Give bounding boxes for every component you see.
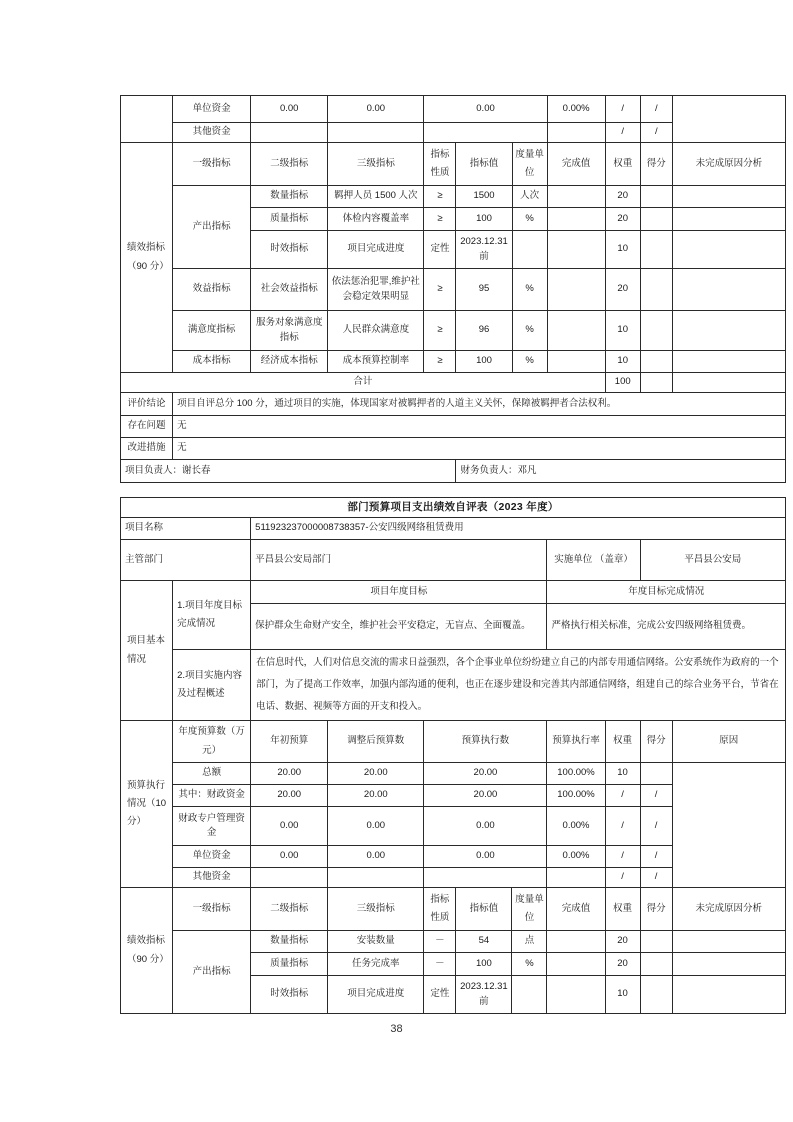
table-cell-empty	[547, 868, 605, 888]
table-cell: 三级指标	[328, 143, 424, 186]
self-evaluation-table-continued	[120, 95, 786, 483]
table-row	[121, 518, 786, 540]
table-cell: %	[512, 311, 547, 351]
table-cell: %	[512, 351, 547, 373]
table-cell-empty	[121, 96, 173, 143]
table-row	[121, 143, 786, 186]
table-cell: 20.00	[251, 763, 328, 785]
table-body	[121, 498, 786, 1014]
table-cell: 调整后预算数	[328, 721, 424, 763]
table-cell: 一级指标	[173, 143, 251, 186]
table-cell: 54	[456, 931, 512, 953]
table-cell: 权重	[605, 721, 640, 763]
table-body	[121, 96, 786, 483]
table-cell: /	[640, 846, 672, 868]
table-cell: 未完成原因分析	[672, 143, 785, 186]
table-cell: 实施单位 （盖章）	[547, 540, 640, 581]
table-cell: ≥	[424, 186, 456, 208]
table-cell: 项目完成进度	[328, 976, 424, 1014]
table-cell: 定性	[424, 976, 456, 1014]
table-cell-empty	[640, 373, 672, 393]
table-cell: 人民群众满意度	[328, 311, 424, 351]
table-cell: /	[605, 785, 640, 807]
table-row	[121, 186, 786, 208]
table-cell-empty	[640, 976, 672, 1014]
table-cell: 0.00	[328, 807, 424, 846]
table-cell-empty	[547, 186, 605, 208]
table-cell: 0.00	[424, 96, 547, 123]
table-cell: 20.00	[424, 763, 547, 785]
table-cell: 得分	[640, 721, 672, 763]
table-cell-empty	[672, 373, 785, 393]
table-cell: 时效指标	[251, 231, 328, 269]
table-cell: 511923237000008738357-公安四级网络租赁费用	[251, 518, 786, 540]
table-cell: 10	[605, 231, 640, 269]
table-cell: －	[424, 953, 456, 976]
table-row	[121, 540, 786, 581]
table-cell: 20.00	[328, 785, 424, 807]
table-cell: 0.00	[328, 96, 424, 123]
table-cell: /	[605, 846, 640, 868]
table-row	[121, 438, 786, 460]
table-cell: 项目年度目标	[251, 581, 547, 604]
table-cell: 部门预算项目支出绩效自评表（2023 年度）	[121, 498, 786, 518]
table-cell: 20.00	[251, 785, 328, 807]
table-cell-empty	[547, 269, 605, 311]
table-cell: 其中：财政资金	[173, 785, 251, 807]
table-cell: 产出指标	[173, 931, 251, 1014]
table-cell: 100	[456, 351, 512, 373]
table-cell: 绩效指标 （90 分）	[121, 888, 173, 1014]
table-cell-empty	[672, 763, 785, 888]
table-cell-empty	[672, 186, 785, 208]
table-cell: 体检内容覆盖率	[328, 208, 424, 231]
table-cell: 总额	[173, 763, 251, 785]
table-cell-empty	[547, 123, 605, 143]
table-cell-empty	[251, 868, 328, 888]
table-cell: 完成值	[547, 888, 605, 931]
table-cell: 其他资金	[173, 868, 251, 888]
page-number: 38	[390, 1023, 403, 1035]
table-cell-empty	[640, 351, 672, 373]
table-cell: 预算执行率	[547, 721, 605, 763]
table-cell-empty	[672, 231, 785, 269]
table-cell-empty	[672, 976, 785, 1014]
table-cell: 项目完成进度	[328, 231, 424, 269]
table-cell: 服务对象满意度指标	[251, 311, 328, 351]
table-row	[121, 498, 786, 518]
table-cell: 0.00	[251, 807, 328, 846]
table-cell: 0.00%	[547, 846, 605, 868]
table-cell: 预算执行 情况（10 分）	[121, 721, 173, 888]
table-cell: 效益指标	[173, 269, 251, 311]
table-cell: 0.00	[424, 807, 547, 846]
table-cell-empty	[640, 186, 672, 208]
table-cell-empty	[251, 123, 328, 143]
table-cell-empty	[672, 931, 785, 953]
table-cell-empty	[547, 976, 605, 1014]
table-cell: 经济成本指标	[251, 351, 328, 373]
table-cell: 质量指标	[251, 208, 328, 231]
table-cell-empty	[640, 208, 672, 231]
table-cell-empty	[672, 351, 785, 373]
table-cell: 20	[605, 931, 640, 953]
table-cell: 依法惩治犯罪,维护社会稳定效果明显	[328, 269, 424, 311]
table-row	[121, 96, 786, 123]
table-cell: 指标值	[456, 888, 512, 931]
table-cell: 权重	[605, 888, 640, 931]
table-cell: 项目自评总分 100 分，通过项目的实施，体现国家对被羁押者的人道主义关怀，保障被羁押者合法权利。	[173, 393, 786, 416]
table-cell: 点	[512, 931, 547, 953]
table-cell: 安装数量	[328, 931, 424, 953]
table-row	[121, 351, 786, 373]
table-cell-empty	[672, 208, 785, 231]
table-cell: 无	[173, 438, 786, 460]
table-cell: %	[512, 953, 547, 976]
table-cell: 0.00	[251, 846, 328, 868]
table-cell-empty	[547, 311, 605, 351]
table-cell: 三级指标	[328, 888, 424, 931]
table-cell: 10	[605, 763, 640, 785]
table-cell: /	[640, 807, 672, 846]
table-cell-empty	[547, 208, 605, 231]
table-cell: 年初预算	[251, 721, 328, 763]
table-cell: 其他资金	[173, 123, 251, 143]
table-cell: 任务完成率	[328, 953, 424, 976]
table-row	[121, 721, 786, 763]
table-row	[121, 650, 786, 721]
table-cell-empty	[547, 231, 605, 269]
table-cell: 100.00%	[547, 763, 605, 785]
table-cell-empty	[640, 931, 672, 953]
table-cell: 20.00	[424, 785, 547, 807]
table-cell: 10	[605, 351, 640, 373]
table-row	[121, 931, 786, 953]
table-cell-empty	[672, 311, 785, 351]
table-cell: ≥	[424, 269, 456, 311]
table-cell: 100	[456, 208, 512, 231]
table-cell: 项目基本 情况	[121, 581, 173, 721]
table-cell: /	[605, 123, 640, 143]
table-row	[121, 269, 786, 311]
table-cell: 2023.12.31 前	[456, 231, 512, 269]
table-cell-empty	[547, 953, 605, 976]
table-cell-empty	[424, 868, 547, 888]
table-cell: 指标性质	[424, 888, 456, 931]
table-cell: 成本指标	[173, 351, 251, 373]
self-evaluation-table-2023	[120, 497, 786, 1014]
table-cell: /	[640, 123, 672, 143]
table-cell: /	[640, 785, 672, 807]
table-cell-empty	[672, 269, 785, 311]
table-cell: 保护群众生命财产安全，维护社会平安稳定，无盲点、全面覆盖。	[251, 604, 547, 650]
table-cell: 10	[605, 311, 640, 351]
table-cell: 20.00	[328, 763, 424, 785]
table-cell: 20	[605, 953, 640, 976]
table-cell-empty	[672, 96, 785, 143]
table-cell: ≥	[424, 208, 456, 231]
table-row	[121, 888, 786, 931]
table-cell: 社会效益指标	[251, 269, 328, 311]
table-cell: 20	[605, 269, 640, 311]
table-cell: 1500	[456, 186, 512, 208]
table-cell: 96	[456, 311, 512, 351]
table-cell: ≥	[424, 311, 456, 351]
table-cell: 评价结论	[121, 393, 173, 416]
table-cell: 定性	[424, 231, 456, 269]
table-cell: 财政专户管理资金	[173, 807, 251, 846]
table-cell: 数量指标	[251, 931, 328, 953]
table-cell-empty	[672, 953, 785, 976]
table-cell: %	[512, 208, 547, 231]
table-cell: 羁押人员 1500 人次	[328, 186, 424, 208]
table-cell: 在信息时代，人们对信息交流的需求日益强烈，各个企事业单位纷纷建立自己的内部专用通信网络。公安系统作为政府的一个部门，为了提高工作效率，加强内部沟通的便利，也正在逐步建设和完善其内部通信网络，组建自己的综合业务平台，节省在电话、数据、视频等方面的开支和投入。	[251, 650, 786, 721]
table-cell: 人次	[512, 186, 547, 208]
table-cell-empty	[547, 351, 605, 373]
table-cell-empty	[512, 976, 547, 1014]
table-cell: 严格执行相关标准，完成公安四级网络租赁费。	[547, 604, 786, 650]
table-cell: 95	[456, 269, 512, 311]
table-cell-empty	[424, 123, 547, 143]
table-cell-empty	[640, 231, 672, 269]
table-cell: 0.00	[328, 846, 424, 868]
table-row	[121, 311, 786, 351]
table-cell: 0.00	[424, 846, 547, 868]
table-cell: 单位资金	[173, 96, 251, 123]
table-cell: 得分	[640, 143, 672, 186]
table-cell: 100	[456, 953, 512, 976]
table-cell: 2.项目实施内容及过程概述	[173, 650, 251, 721]
table-cell: 预算执行数	[424, 721, 547, 763]
table-cell: 二级指标	[251, 888, 328, 931]
table-cell: 100.00%	[547, 785, 605, 807]
table-cell: 无	[173, 416, 786, 438]
table-cell: 1.项目年度目标完成情况	[173, 581, 251, 650]
table-cell: %	[512, 269, 547, 311]
table-cell: /	[605, 868, 640, 888]
table-cell: 未完成原因分析	[672, 888, 785, 931]
table-row	[121, 581, 786, 604]
table-cell: 指标值	[456, 143, 512, 186]
table-cell-empty	[512, 231, 547, 269]
table-cell: 数量指标	[251, 186, 328, 208]
table-row	[121, 373, 786, 393]
table-row	[121, 763, 786, 785]
table-row	[121, 416, 786, 438]
table-cell: 完成值	[547, 143, 605, 186]
table-cell: 财务负责人：邓凡	[456, 460, 786, 483]
table-row	[121, 460, 786, 483]
table-cell: 2023.12.31 前	[456, 976, 512, 1014]
table-cell: －	[424, 931, 456, 953]
table-cell: 产出指标	[173, 186, 251, 269]
table-cell: 10	[605, 976, 640, 1014]
table-cell: 指标性质	[424, 143, 456, 186]
table-cell: 时效指标	[251, 976, 328, 1014]
table-cell: 一级指标	[173, 888, 251, 931]
table-cell: 成本预算控制率	[328, 351, 424, 373]
table-cell: 20	[605, 208, 640, 231]
table-cell: 得分	[640, 888, 672, 931]
table-cell: ≥	[424, 351, 456, 373]
table-cell: 0.00	[251, 96, 328, 123]
table-cell-empty	[547, 931, 605, 953]
table-cell: 年度预算数（万元）	[173, 721, 251, 763]
table-cell: 二级指标	[251, 143, 328, 186]
table-cell: 项目名称	[121, 518, 251, 540]
table-cell-empty	[640, 953, 672, 976]
table-cell: 项目负责人：谢长春	[121, 460, 456, 483]
table-cell-empty	[328, 868, 424, 888]
table-cell: 100	[605, 373, 640, 393]
table-row	[121, 393, 786, 416]
table-cell: 绩效指标 （90 分）	[121, 143, 173, 373]
table-cell: 年度目标完成情况	[547, 581, 786, 604]
table-cell: /	[640, 96, 672, 123]
table-cell: 平昌县公安局部门	[251, 540, 547, 581]
table-cell: 原因	[672, 721, 785, 763]
table-cell: 权重	[605, 143, 640, 186]
table-cell: 主管部门	[121, 540, 251, 581]
table-cell: 度量单位	[512, 143, 547, 186]
table-cell: 存在问题	[121, 416, 173, 438]
table-cell: 0.00%	[547, 807, 605, 846]
table-cell: 改进措施	[121, 438, 173, 460]
table-cell: 度量单位	[512, 888, 547, 931]
table-cell: 0.00%	[547, 96, 605, 123]
table-cell: 满意度指标	[173, 311, 251, 351]
table-cell: /	[605, 807, 640, 846]
table-cell: 合计	[121, 373, 606, 393]
table-cell: 质量指标	[251, 953, 328, 976]
table-cell-empty	[328, 123, 424, 143]
table-cell: 20	[605, 186, 640, 208]
table-cell-empty	[640, 763, 672, 785]
table-cell: 平昌县公安局	[640, 540, 785, 581]
table-cell: /	[605, 96, 640, 123]
table-cell: 单位资金	[173, 846, 251, 868]
table-cell-empty	[640, 269, 672, 311]
table-cell-empty	[640, 311, 672, 351]
table-cell: /	[640, 868, 672, 888]
